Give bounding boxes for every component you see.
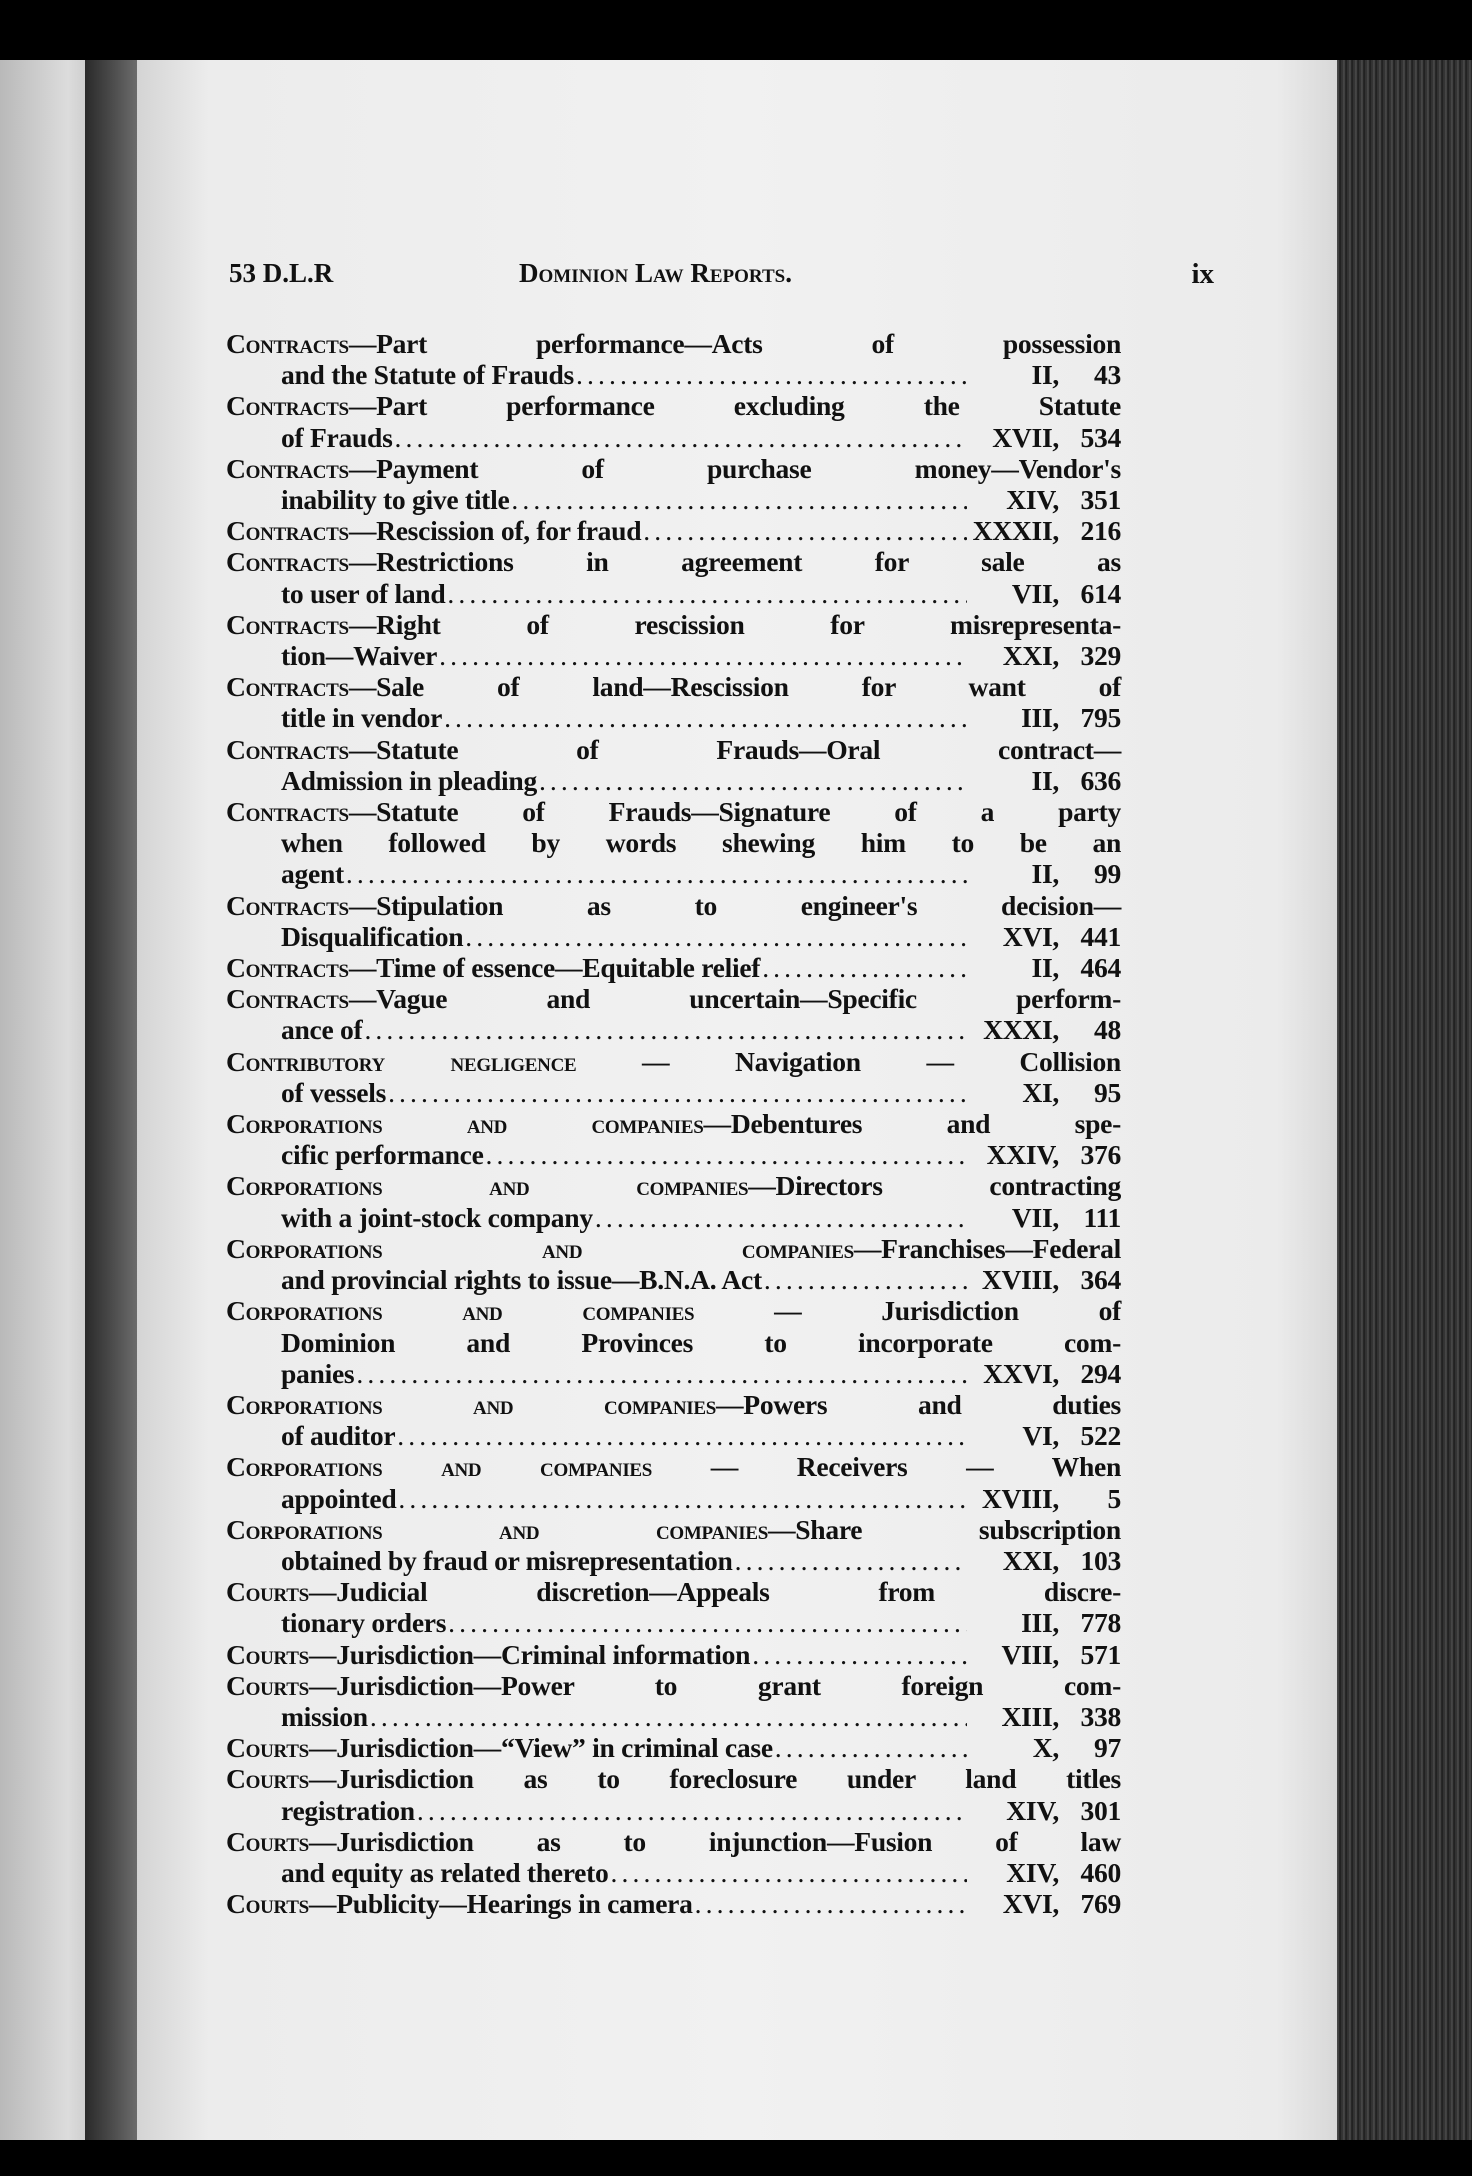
volume-page-reference <box>971 515 1121 546</box>
entry-text: of Frauds <box>281 421 393 453</box>
volume-number: VIII, <box>1001 1638 1059 1670</box>
volume-number: XXI, <box>1002 1544 1059 1576</box>
entry-heading: Corporations and companies <box>226 1232 854 1264</box>
book-page <box>137 60 1337 2140</box>
entry-heading: Corporations and companies <box>226 1388 717 1420</box>
volume-page-reference <box>971 640 1121 671</box>
entry-heading: Corporations and companies <box>226 1108 704 1140</box>
volume-page-reference <box>971 1639 1121 1670</box>
entry-last-line <box>226 921 1121 952</box>
entry-text: and provincial rights to issue—B.N.A. Act <box>281 1264 762 1296</box>
entry-heading: Courts <box>226 1763 309 1795</box>
volume-number: XXIV, <box>986 1139 1059 1171</box>
volume-number: XXVI, <box>983 1357 1059 1389</box>
dot-leader <box>735 1545 967 1576</box>
entry-heading: Contracts <box>226 671 349 703</box>
page-edges <box>1330 60 1472 2140</box>
entry-text: of vessels <box>281 1076 387 1108</box>
dot-leader <box>486 1139 967 1170</box>
entry-heading: Contracts <box>226 608 349 640</box>
entry-text: —Jurisdiction as to foreclosure under land titles <box>308 1763 1121 1795</box>
entry-text: tionary orders <box>281 1607 447 1639</box>
entry-last-line <box>226 1545 1121 1576</box>
page-reference: 5 <box>1107 1482 1121 1514</box>
index-entry <box>226 1451 1121 1513</box>
entry-last-line <box>226 1795 1121 1826</box>
volume-page-reference <box>971 1420 1121 1451</box>
dot-leader <box>465 921 967 952</box>
entry-heading: Contracts <box>226 390 349 422</box>
page-reference: 778 <box>1080 1607 1121 1639</box>
entry-text: to user of land <box>281 577 446 609</box>
entry-last-line <box>226 1732 1121 1763</box>
page-reference: 376 <box>1080 1139 1121 1171</box>
entry-text: —Jurisdiction—“View” in criminal case <box>308 1732 773 1764</box>
volume-page-reference <box>971 1483 1121 1514</box>
volume-number: XXI, <box>1002 640 1059 672</box>
volume-page-reference <box>971 765 1121 796</box>
entry-text: Disqualification <box>281 920 464 952</box>
entry-first-line <box>226 1576 1121 1607</box>
index-entry <box>226 1732 1121 1763</box>
entry-text: title in vendor <box>281 702 443 734</box>
entry-first-line <box>226 328 1121 359</box>
entry-last-line <box>226 1202 1121 1233</box>
page-reference: 95 <box>1094 1076 1121 1108</box>
entry-text: when followed by words shewing him to be an <box>281 827 1121 859</box>
dot-leader <box>364 1014 967 1045</box>
volume-number: III, <box>1021 1607 1059 1639</box>
entry-heading: Courts <box>226 1732 309 1764</box>
entry-first-line <box>226 1763 1121 1794</box>
dot-leader <box>448 1607 967 1638</box>
dot-leader <box>346 858 967 889</box>
volume-number: VII, <box>1011 1201 1059 1233</box>
facing-page-edge <box>0 60 85 2140</box>
index-entry <box>226 609 1121 671</box>
entry-text: obtained by fraud or misrepresentation <box>281 1544 733 1576</box>
page-reference: 111 <box>1083 1201 1121 1233</box>
page-reference: 522 <box>1080 1420 1121 1452</box>
entry-first-line <box>226 1233 1121 1264</box>
entry-last-line <box>226 1139 1121 1170</box>
volume-page-reference <box>971 1857 1121 1888</box>
index-entry <box>226 1576 1121 1638</box>
volume-number: XVI, <box>1002 1888 1059 1920</box>
volume-number: XI, <box>1022 1076 1059 1108</box>
page-reference: 99 <box>1094 858 1121 890</box>
volume-page-reference <box>971 1014 1121 1045</box>
entry-first-line <box>226 546 1121 577</box>
entry-heading: Contracts <box>226 452 349 484</box>
entry-text: —Part performance excluding the Statute <box>348 390 1121 422</box>
entry-heading: Contracts <box>226 546 349 578</box>
volume-page-reference <box>971 1077 1121 1108</box>
index-entry <box>226 796 1121 890</box>
entry-text: cific performance <box>281 1139 484 1171</box>
entry-text: agent <box>281 858 344 890</box>
dot-leader <box>752 1639 967 1670</box>
entry-heading: Courts <box>226 1825 309 1857</box>
volume-page-reference <box>971 484 1121 515</box>
entry-last-line <box>226 1607 1121 1638</box>
entry-text: —Jurisdiction as to injunction—Fusion of law <box>308 1825 1121 1857</box>
volume-number: XVIII, <box>981 1482 1059 1514</box>
index-entry <box>226 390 1121 452</box>
page-reference: 294 <box>1080 1357 1121 1389</box>
entry-text: —Judicial discretion—Appeals from discre- <box>308 1576 1121 1608</box>
index-entry <box>226 328 1121 390</box>
entry-text: and equity as related thereto <box>281 1856 609 1888</box>
entry-first-line <box>226 1170 1121 1201</box>
index-entry <box>226 1888 1121 1919</box>
entry-text: —Publicity—Hearings in camera <box>308 1888 693 1920</box>
entry-last-line <box>226 1014 1121 1045</box>
volume-number: XIV, <box>1006 484 1059 516</box>
index-entry <box>226 952 1121 983</box>
entry-last-line <box>226 1888 1121 1919</box>
dot-leader <box>611 1857 967 1888</box>
entry-text: —Time of essence—Equitable relief <box>348 952 761 984</box>
entry-text: —Payment of purchase money—Vendor's <box>348 452 1121 484</box>
entry-text: —Statute of Frauds—Signature of a party <box>348 796 1121 828</box>
entry-text: and the Statute of Frauds <box>281 359 574 391</box>
dot-leader <box>388 1077 967 1108</box>
index-entry <box>226 453 1121 515</box>
entry-text: inability to give title <box>281 484 510 516</box>
entry-last-line <box>226 858 1121 889</box>
entry-text: —Jurisdiction—Criminal information <box>308 1638 751 1670</box>
entry-text: — Receivers — When <box>652 1451 1121 1483</box>
index-entry <box>226 546 1121 608</box>
page-reference: 329 <box>1080 640 1121 672</box>
page-reference: 216 <box>1080 515 1121 547</box>
page-reference: 364 <box>1080 1264 1121 1296</box>
index-entry <box>226 1826 1121 1888</box>
dot-leader <box>439 640 967 671</box>
dot-leader <box>775 1732 967 1763</box>
dot-leader <box>695 1888 967 1919</box>
volume-number: II, <box>1031 764 1059 796</box>
entry-text: — Navigation — Collision <box>576 1045 1121 1077</box>
index-entry <box>226 1389 1121 1451</box>
entry-first-line <box>226 453 1121 484</box>
entry-last-line <box>226 1420 1121 1451</box>
dot-leader <box>447 578 967 609</box>
entry-last-line <box>226 515 1121 546</box>
page-reference: 769 <box>1080 1888 1121 1920</box>
volume-page-reference <box>971 1545 1121 1576</box>
entry-heading: Corporations and companies <box>226 1513 768 1545</box>
index-entry <box>226 1170 1121 1232</box>
entry-first-line <box>226 1670 1121 1701</box>
index-entries <box>226 328 1121 1919</box>
entry-last-line <box>226 640 1121 671</box>
entry-last-line <box>226 1483 1121 1514</box>
dot-leader <box>356 1358 967 1389</box>
volume-page-reference <box>971 1607 1121 1638</box>
entry-first-line <box>226 796 1121 827</box>
dot-leader <box>395 422 967 453</box>
volume-page-reference <box>971 1264 1121 1295</box>
volume-number: VI, <box>1022 1420 1059 1452</box>
entry-text: with a joint-stock company <box>281 1201 593 1233</box>
entry-heading: Contracts <box>226 952 349 984</box>
entry-last-line <box>226 1077 1121 1108</box>
entry-text: appointed <box>281 1482 397 1514</box>
entry-first-line <box>226 1826 1121 1857</box>
page-reference: 464 <box>1080 952 1121 984</box>
index-entry <box>226 1046 1121 1108</box>
dot-leader <box>762 952 967 983</box>
entry-text: —Jurisdiction—Power to grant foreign com- <box>308 1669 1121 1701</box>
entry-text: —Franchises—Federal <box>853 1232 1121 1264</box>
entry-text: Dominion and Provinces to incorporate com- <box>281 1326 1121 1358</box>
page-reference: 636 <box>1080 764 1121 796</box>
entry-text: registration <box>281 1794 415 1826</box>
entry-first-line <box>226 1451 1121 1482</box>
entry-first-line <box>226 1389 1121 1420</box>
entry-text: panies <box>281 1357 355 1389</box>
entry-text: —Right of rescission for misrepresenta- <box>348 608 1121 640</box>
volume-number: XIV, <box>1006 1856 1059 1888</box>
volume-page-reference <box>971 921 1121 952</box>
entry-heading: Contracts <box>226 515 349 547</box>
entry-text: —Powers and duties <box>716 1388 1121 1420</box>
index-entry <box>226 1108 1121 1170</box>
entry-text: —Stipulation as to engineer's decision— <box>348 889 1121 921</box>
page-reference: 301 <box>1080 1794 1121 1826</box>
volume-number: XVII, <box>992 421 1059 453</box>
volume-page-reference <box>971 578 1121 609</box>
volume-number: XVI, <box>1002 920 1059 952</box>
entry-first-line <box>226 1514 1121 1545</box>
page-reference: 48 <box>1094 1014 1121 1046</box>
dot-leader <box>444 702 967 733</box>
volume-page-reference <box>971 1202 1121 1233</box>
entry-text: Admission in pleading <box>281 764 537 796</box>
entry-heading: Contracts <box>226 796 349 828</box>
entry-text: —Rescission of, for fraud <box>348 515 642 547</box>
page-reference: 795 <box>1080 702 1121 734</box>
page-reference: 43 <box>1094 359 1121 391</box>
dot-leader <box>539 765 967 796</box>
entry-heading: Contracts <box>226 733 349 765</box>
index-entry <box>226 1763 1121 1825</box>
dot-leader <box>397 1420 967 1451</box>
index-entry <box>226 1639 1121 1670</box>
entry-text: —Restrictions in agreement for sale as <box>348 546 1121 578</box>
volume-number: XXXII, <box>972 515 1059 547</box>
dot-leader <box>643 515 967 546</box>
entry-last-line <box>226 1857 1121 1888</box>
volume-number: XXXI, <box>983 1014 1059 1046</box>
volume-page-reference <box>971 1358 1121 1389</box>
entry-first-line <box>226 734 1121 765</box>
entry-text: of auditor <box>281 1420 396 1452</box>
entry-heading: Courts <box>226 1669 309 1701</box>
volume-page-reference <box>971 359 1121 390</box>
index-entry <box>226 1514 1121 1576</box>
entry-first-line <box>226 983 1121 1014</box>
page-reference: 103 <box>1080 1544 1121 1576</box>
index-entry <box>226 1295 1121 1389</box>
entry-first-line <box>226 1046 1121 1077</box>
entry-heading: Corporations and companies <box>226 1295 695 1327</box>
dot-leader <box>511 484 967 515</box>
entry-text: —Statute of Frauds—Oral contract— <box>348 733 1121 765</box>
volume-number: III, <box>1021 702 1059 734</box>
entry-text: —Debentures and spe- <box>703 1108 1121 1140</box>
entry-continuation-line <box>226 827 1121 858</box>
entry-last-line <box>226 1639 1121 1670</box>
entry-heading: Contracts <box>226 328 349 359</box>
dot-leader <box>576 359 967 390</box>
entry-last-line <box>226 952 1121 983</box>
entry-text: tion—Waiver <box>281 640 438 672</box>
index-entry <box>226 983 1121 1045</box>
entry-text: —Part performance—Acts of possession <box>348 328 1121 359</box>
entry-heading: Courts <box>226 1576 309 1608</box>
volume-number: XIV, <box>1006 1794 1059 1826</box>
entry-last-line <box>226 1264 1121 1295</box>
entry-last-line <box>226 484 1121 515</box>
index-entry <box>226 515 1121 546</box>
page-reference: 571 <box>1080 1638 1121 1670</box>
entry-first-line <box>226 1108 1121 1139</box>
entry-text: ance of <box>281 1014 363 1046</box>
page-reference: 534 <box>1080 421 1121 453</box>
dot-leader <box>398 1483 967 1514</box>
entry-heading: Corporations and companies <box>226 1451 653 1483</box>
volume-page-reference <box>971 1795 1121 1826</box>
page-reference: 441 <box>1080 920 1121 952</box>
entry-first-line <box>226 671 1121 702</box>
entry-last-line <box>226 1358 1121 1389</box>
entry-first-line <box>226 609 1121 640</box>
page-reference: 97 <box>1094 1732 1121 1764</box>
book-gutter <box>85 60 137 2140</box>
entry-text: mission <box>281 1700 368 1732</box>
index-entry <box>226 671 1121 733</box>
volume-number: XVIII, <box>981 1264 1059 1296</box>
page-reference: 614 <box>1080 577 1121 609</box>
entry-heading: Contracts <box>226 889 349 921</box>
entry-text: —Directors contracting <box>748 1170 1121 1202</box>
index-entry <box>226 1670 1121 1732</box>
volume-number: XIII, <box>1001 1700 1059 1732</box>
entry-text: —Share subscription <box>767 1513 1121 1545</box>
volume-number: II, <box>1031 359 1059 391</box>
volume-number: II, <box>1031 858 1059 890</box>
volume-page-reference <box>971 702 1121 733</box>
entry-first-line <box>226 1295 1121 1326</box>
volume-label: 53 D.L.R <box>229 258 334 288</box>
entry-text: —Vague and uncertain—Specific perform- <box>348 983 1121 1015</box>
entry-heading: Contributory negligence <box>226 1045 577 1077</box>
page-reference: 460 <box>1080 1856 1121 1888</box>
page-reference: 351 <box>1080 484 1121 516</box>
dot-leader <box>764 1264 967 1295</box>
entry-text: — Jurisdiction of <box>694 1295 1121 1327</box>
volume-page-reference <box>971 1139 1121 1170</box>
page-number: ix <box>1191 258 1214 290</box>
volume-page-reference <box>971 952 1121 983</box>
entry-heading: Corporations and companies <box>226 1170 749 1202</box>
entry-heading: Courts <box>226 1888 309 1920</box>
entry-first-line <box>226 890 1121 921</box>
running-head <box>229 258 1214 298</box>
entry-last-line <box>226 702 1121 733</box>
dot-leader <box>370 1701 967 1732</box>
entry-heading: Courts <box>226 1638 309 1670</box>
entry-last-line <box>226 765 1121 796</box>
volume-number: X, <box>1032 1732 1059 1764</box>
volume-page-reference <box>971 1701 1121 1732</box>
index-entry <box>226 1233 1121 1295</box>
entry-last-line <box>226 1701 1121 1732</box>
volume-page-reference <box>971 1888 1121 1919</box>
dot-leader <box>417 1795 967 1826</box>
volume-number: VII, <box>1011 577 1059 609</box>
entry-first-line <box>226 390 1121 421</box>
entry-heading: Contracts <box>226 983 349 1015</box>
entry-continuation-line <box>226 1327 1121 1358</box>
entry-last-line <box>226 578 1121 609</box>
entry-text: —Sale of land—Rescission for want of <box>348 671 1121 703</box>
volume-number: II, <box>1031 952 1059 984</box>
dot-leader <box>595 1202 967 1233</box>
volume-page-reference <box>971 858 1121 889</box>
entry-last-line <box>226 359 1121 390</box>
page-title: Dominion Law Reports. <box>519 258 792 288</box>
volume-page-reference <box>971 1732 1121 1763</box>
index-entry <box>226 734 1121 796</box>
entry-last-line <box>226 422 1121 453</box>
page-reference: 338 <box>1080 1700 1121 1732</box>
index-entry <box>226 890 1121 952</box>
volume-page-reference <box>971 422 1121 453</box>
